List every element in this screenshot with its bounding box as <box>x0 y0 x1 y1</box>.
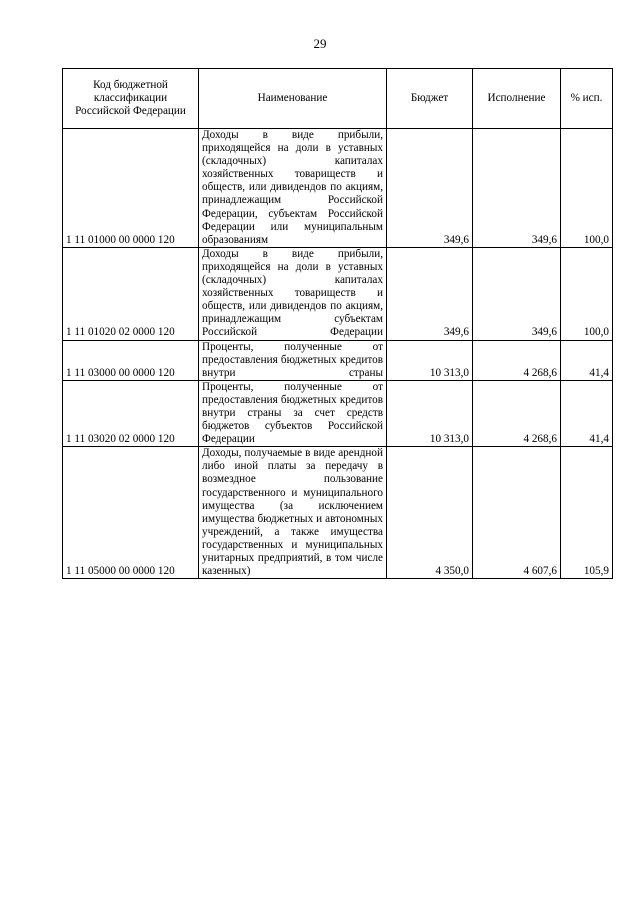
table-row <box>63 380 613 446</box>
row-execution: 349,6 <box>473 129 561 248</box>
table-row <box>63 129 613 248</box>
row-execution: 349,6 <box>473 247 561 340</box>
budget-table <box>62 68 613 579</box>
row-budget: 349,6 <box>387 129 473 248</box>
row-code: 1 11 03000 00 0000 120 <box>63 340 199 380</box>
table-row <box>63 447 613 579</box>
row-execution: 4 268,6 <box>473 380 561 446</box>
row-execution: 4 268,6 <box>473 340 561 380</box>
table-row <box>63 340 613 380</box>
table-row <box>63 247 613 340</box>
row-budget: 10 313,0 <box>387 380 473 446</box>
row-code: 1 11 05000 00 0000 120 <box>63 447 199 579</box>
page-number: 29 <box>313 36 327 51</box>
row-percent: 105,9 <box>561 447 613 579</box>
header-percent: % исп. <box>561 69 613 129</box>
header-budget: Бюджет <box>387 69 473 129</box>
row-name: Проценты, полученные от предоставления бюджетных кредитов внутри страны <box>199 340 387 380</box>
row-percent: 100,0 <box>561 129 613 248</box>
row-name: Проценты, полученные от предоставления бюджетных кредитов внутри страны за счет средств бюджетов субъектов Российской Федерации <box>199 380 387 446</box>
header-code: Код бюджетной классификации Российской Федерации <box>63 69 199 129</box>
row-budget: 349,6 <box>387 247 473 340</box>
header-execution: Исполнение <box>473 69 561 129</box>
table-header-row <box>63 69 613 129</box>
row-name: Доходы в виде прибыли, приходящейся на доли в уставных (складочных) капиталах хозяйственных товариществ и обществ, или дивидендов по акциям, принадлежащим субъектам Российской Федерации <box>199 247 387 340</box>
row-name: Доходы, получаемые в виде арендной либо иной платы за передачу в возмездное пользование государственного и муниципального имущества (за исключением имущества бюджетных и автономных учреждений, а также имущества государственных и муниципальных унитарных предприятий, в том числе казенных) <box>199 447 387 579</box>
header-name: Наименование <box>199 69 387 129</box>
row-budget: 4 350,0 <box>387 447 473 579</box>
row-code: 1 11 01020 02 0000 120 <box>63 247 199 340</box>
row-percent: 41,4 <box>561 380 613 446</box>
row-code: 1 11 01000 00 0000 120 <box>63 129 199 248</box>
row-execution: 4 607,6 <box>473 447 561 579</box>
row-name: Доходы в виде прибыли, приходящейся на доли в уставных (складочных) капиталах хозяйственных товариществ и обществ, или дивидендов по акциям, принадлежащим Российской Федерации, субъектам Российской Федерации или муниципальным образованиям <box>199 129 387 248</box>
row-percent: 41,4 <box>561 340 613 380</box>
row-percent: 100,0 <box>561 247 613 340</box>
row-code: 1 11 03020 02 0000 120 <box>63 380 199 446</box>
row-budget: 10 313,0 <box>387 340 473 380</box>
